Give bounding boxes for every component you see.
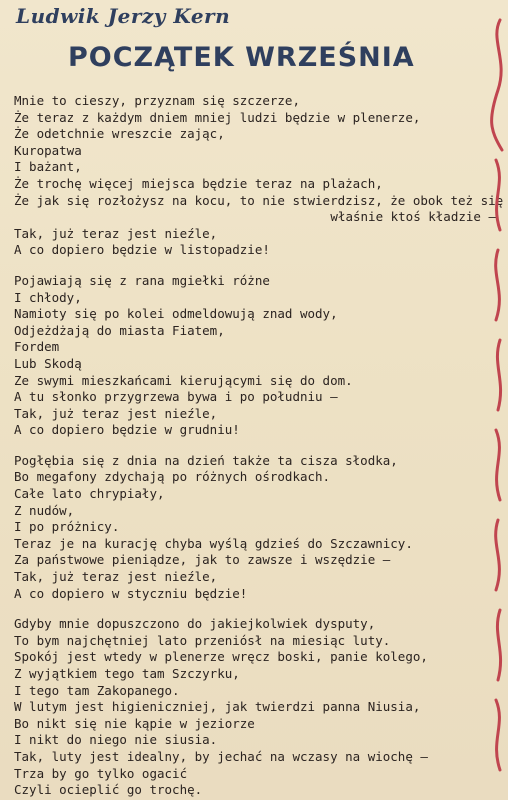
poem-line: Że jak się rozłożysz na kocu, to nie stwierdzisz, że obok też się [14,192,504,208]
poem-line: Tak, już teraz jest nieźle, [14,569,218,585]
poem-line: I chłody, [14,289,82,305]
poem-line: I bażant, [14,159,82,175]
poem-line: A co dopiero będzie w grudniu! [14,422,240,438]
poem-line: Spokój jest wtedy w plenerze wręcz boski, panie kolego, [14,649,428,665]
poem-line: Ze swymi mieszkańcami kierującymi się do dom. [14,372,353,388]
stanza-gap [14,602,504,616]
stanza-gap [14,259,504,273]
poem-line: Z nudów, [14,502,75,518]
poem-line: Tak, już teraz jest nieźle, [14,405,218,421]
poem-line: Za państwowe pieniądze, jak to zawsze i wszędzie — [14,552,391,568]
poem-line: Pojawiają się z rana mgiełki różne [14,272,270,288]
poem-line: Bo megafony zdychają po różnych ośrodkach. [14,469,331,485]
poem-line: właśnie ktoś kładzie — [330,209,496,225]
stanza-gap [14,439,504,453]
poem-line: Pogłębia się z dnia na dzień także ta cisza słodka, [14,452,398,468]
poem-line: Fordem [14,339,60,355]
poem-line: Z wyjątkiem tego tam Szczyrku, [14,666,240,681]
poem-line: Trza by go tylko ogacić [14,765,188,781]
poem-line: Że teraz z każdym dniem mniej ludzi będzie w plenerze, [14,109,421,125]
poem-line: Tak, luty jest idealny, by jechać na wczasy na wiochę — [14,748,428,764]
poem-body [14,93,504,799]
red-border-ornament [486,0,508,800]
poem-line: Że trochę więcej miejsca będzie teraz na plażach, [14,175,383,191]
poem-line: Mnie to cieszy, przyznam się szczerze, [14,93,300,108]
poem-line: Bo nikt się nie kąpie w jeziorze [14,715,255,731]
author-name: Ludwik Jerzy Kern [16,4,231,28]
poem-line: W lutym jest higieniczniej, jak twierdzi panna Niusia, [14,699,421,715]
poem-line: Tak, już teraz jest nieźle, [14,225,218,241]
poem-line: A co dopiero w styczniu będzie! [14,585,248,601]
poem-line: Odjeżdżają do miasta Fiatem, [14,322,225,338]
poem-line: Czyli ocieplić go trochę. [14,782,203,798]
poem-line: Teraz je na kurację chyba wyślą gdzieś do Szczawnicy. [14,535,413,551]
poem-line: Kuropatwa [14,142,82,158]
poem-line: A co dopiero będzie w listopadzie! [14,242,270,258]
poem-line: Namioty się po kolei odmeldowują znad wody, [14,306,338,322]
poem-line: Gdyby mnie dopuszczono do jakiejkolwiek dysputy, [14,616,376,632]
poem-line: Lub Skodą [14,355,82,371]
poem-line: Że odetchnie wreszcie zając, [14,126,225,142]
poem-line: Całe lato chrypiały, [14,486,165,502]
poem-title: POCZĄTEK WRZEŚNIA [68,42,415,73]
poem-line: To bym najchętniej lato przeniósł na miesiąc luty. [14,632,391,648]
poem-line: I nikt do niego nie siusia. [14,732,218,748]
poem-line: I tego tam Zakopanego. [14,682,180,698]
poem-line: A tu słonko przygrzewa bywa i po południu — [14,389,338,405]
poem-line: I po próżnicy. [14,519,120,535]
